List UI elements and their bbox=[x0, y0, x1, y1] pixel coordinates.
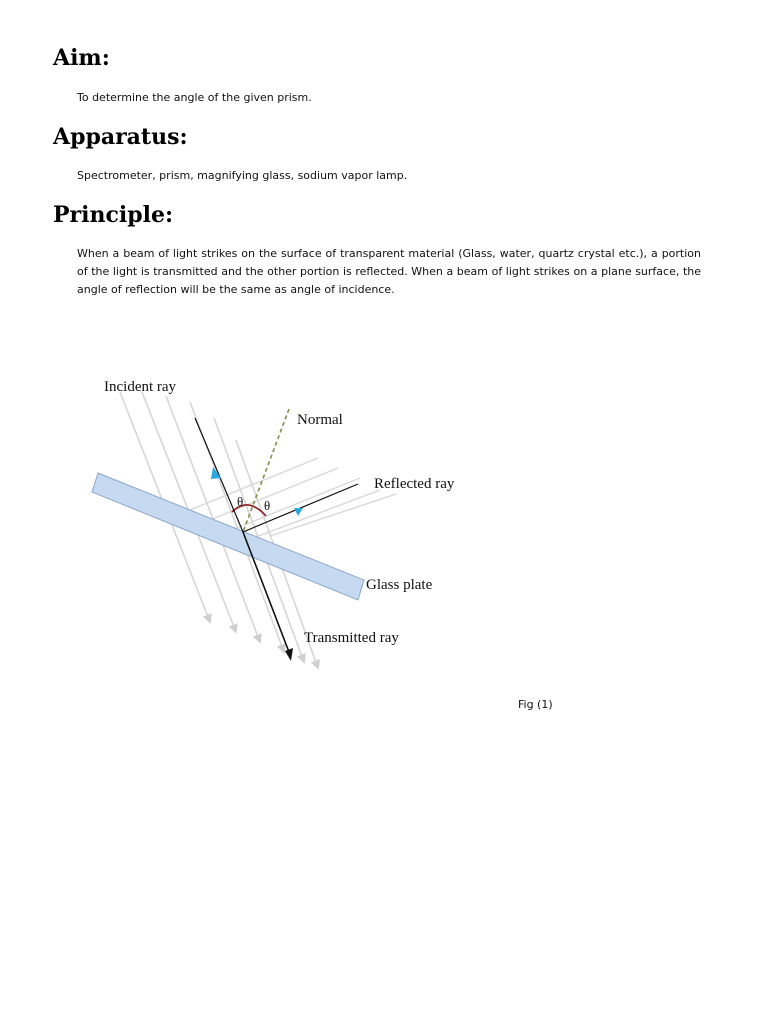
apparatus-heading: Apparatus: bbox=[53, 124, 188, 150]
principle-heading: Principle: bbox=[53, 202, 174, 228]
label-theta-incidence: θ bbox=[237, 494, 244, 509]
principle-text: When a beam of light strikes on the surface of transparent material (Glass, water, quartz crystal etc.), a portion of the light is transmitted and the other portion is reflected. When a beam of light strikes on a plane surface, the angle of reflection will be the same as angle of incidence. bbox=[77, 247, 701, 296]
label-theta-reflection: θ bbox=[264, 498, 271, 513]
glass-plate bbox=[92, 473, 364, 600]
transmitted-arrow-icon bbox=[285, 648, 293, 661]
apparatus-text: Spectrometer, prism, magnifying glass, sodium vapor lamp. bbox=[77, 169, 408, 182]
aim-text: To determine the angle of the given prism. bbox=[77, 91, 312, 104]
label-reflected-ray: Reflected ray bbox=[374, 476, 455, 492]
label-transmitted-ray: Transmitted ray bbox=[304, 630, 399, 646]
reflected-arrow-icon bbox=[294, 508, 303, 516]
aim-heading: Aim: bbox=[53, 45, 110, 71]
label-glass-plate: Glass plate bbox=[366, 577, 433, 593]
figure-caption: Fig (1) bbox=[518, 698, 553, 711]
label-incident-ray: Incident ray bbox=[104, 379, 177, 395]
label-normal: Normal bbox=[297, 412, 343, 428]
reflection-refraction-diagram bbox=[0, 360, 768, 680]
